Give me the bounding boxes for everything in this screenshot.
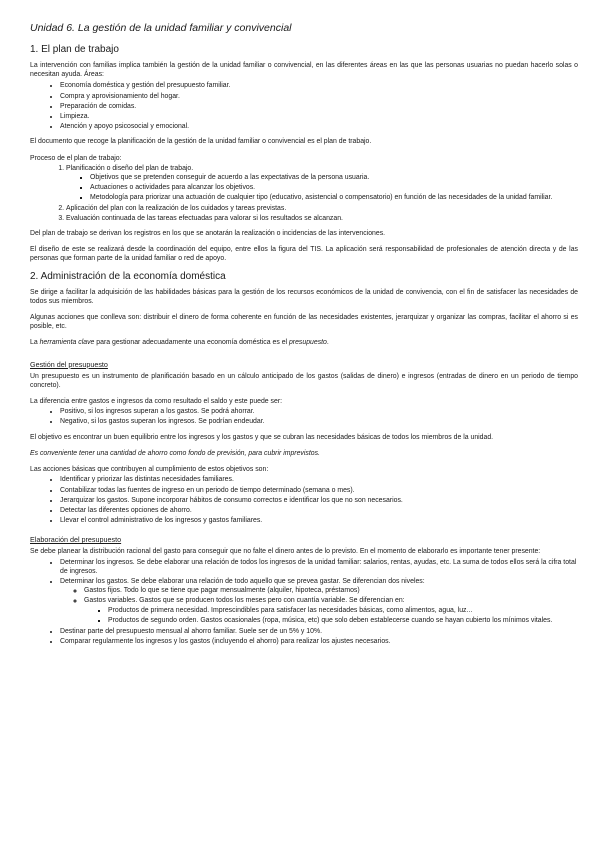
list-item: ▪ Productos de segundo orden. Gastos ocasionales (ropa, música, etc) que solo deben establecerse cuando se hayan cubierto los mínimos vitales. xyxy=(108,616,578,625)
list-item: • Contabilizar todas las fuentes de ingreso en un periodo de tiempo determinado (semana o mes). xyxy=(60,486,578,495)
saldo-list xyxy=(30,407,578,426)
process-step: 3. Evaluación continuada de las tareas efectuadas para valorar si los resultados se alcanzan. xyxy=(66,214,578,223)
list-item: ▪ Metodología para priorizar una actuación de cualquier tipo (educativo, asistencial o compensatorio) en función de las necesidades de la unidad familiar. xyxy=(90,193,578,202)
list-item: • Determinar los ingresos. Se debe elaborar una relación de todos los ingresos de la unidad familiar: salarios, rentas, ayudas, etc. La suma de todos ellos será la cifra total de ingresos. xyxy=(60,558,578,576)
list-item: • Limpieza. xyxy=(60,112,578,121)
paragraph-proceso: Proceso de el plan de trabajo: xyxy=(30,154,122,162)
list-item: • Positivo, si los ingresos superan a los gastos. Se podrá ahorrar. xyxy=(60,407,578,416)
text-span: para gestionar adecuadamente una economía doméstica es el xyxy=(94,339,289,347)
paragraph-ahorro: Es conveniente tener una cantidad de ahorro como fondo de previsión, para cubrir imprevistos. xyxy=(30,449,320,457)
paragraph-acciones-basicas: Las acciones básicas que contribuyen al cumplimiento de estos objetivos son: xyxy=(30,466,269,474)
process-step: 2. Aplicación del plan con la realización de los cuidados y tareas previstas. xyxy=(66,204,578,213)
list-item: • Llevar el control administrativo de los ingresos y gastos familiares. xyxy=(60,516,578,525)
subsection-heading-gestion: Gestión del presupuesto xyxy=(30,359,108,369)
list-item: • Detectar las diferentes opciones de ahorro. xyxy=(60,506,578,515)
paragraph-presupuesto-def: Un presupuesto es un instrumento de planificación basado en un cálculo anticipado de los gastos (salidas de dinero) e ingresos (entradas de dinero en un periodo de tiempo concreto). xyxy=(30,372,578,389)
paragraph-registros: Del plan de trabajo se derivan los registros en los que se anotarán la realización o incidencias de las intervenciones. xyxy=(30,230,386,238)
text-span: . xyxy=(326,339,329,347)
emphasis-herramienta: herramienta clave xyxy=(39,339,95,347)
list-item: • Negativo, si los gastos superan los ingresos. Se podrían endeudar. xyxy=(60,417,578,426)
paragraph-acciones: Algunas acciones que conlleva son: distribuir el dinero de forma coherente en función de las necesidades existentes, jerarquizar y organizar las compras, facilitar el ahorro si es posible, etc. xyxy=(30,314,578,331)
list-item: • Atención y apoyo psicosocial y emocional. xyxy=(60,122,578,131)
paragraph-intro: La intervención con familias implica también la gestión de la unidad familiar o convivencial, en las diferentes áreas en las que las personas usuarias no puedan hacerlo solas o necesitan ayuda. Áreas: xyxy=(30,62,578,79)
list-item-label: Gastos variables. Gastos que se producen todos los meses pero con cuantía variable. Se diferencian en: xyxy=(84,597,405,605)
variables-sublist xyxy=(84,606,578,625)
paragraph-herramienta xyxy=(30,338,578,347)
list-item: • Preparación de comidas. xyxy=(60,102,578,111)
document-title: Unidad 6. La gestión de la unidad familiar y convivencial xyxy=(30,22,292,34)
list-item: ▪ Objetivos que se pretenden conseguir de acuerdo a las expectativas de la persona usuaria. xyxy=(90,173,578,182)
list-item: ◦ Gastos fijos. Todo lo que se tiene que pagar mensualmente (alquiler, hipoteca, préstamos) xyxy=(84,586,578,595)
emphasis-presupuesto: presupuesto xyxy=(288,339,327,347)
list-item xyxy=(84,596,578,625)
list-item: • Compra y aprovisionamiento del hogar. xyxy=(60,92,578,101)
paragraph-saldo: La diferencia entre gastos e ingresos da como resultado el saldo y este puede ser: xyxy=(30,398,283,406)
process-steps-list xyxy=(30,164,578,223)
paragraph-diseno: El diseño de este se realizará desde la coordinación del equipo, entre ellos la figura del TIS. La aplicación será responsabilidad de profesionales de atención directa y de las personas que forman parte de la unidad familiar o red de apoyo. xyxy=(30,246,578,263)
list-item: ▪ Actuaciones o actividades para alcanzar los objetivos. xyxy=(90,183,578,192)
process-step xyxy=(66,164,578,203)
paragraph-documento: El documento que recoge la planificación de la gestión de la unidad familiar o convivencial es el plan de trabajo. xyxy=(30,138,372,146)
gastos-sublist xyxy=(60,586,578,625)
document-page xyxy=(30,22,578,652)
elaboracion-list xyxy=(30,558,578,647)
paragraph-planear: Se debe planear la distribución racional del gasto para conseguir que no falte el dinero antes de lo previsto. En el momento de elaborarlo es importante tener presente: xyxy=(30,548,541,556)
list-item: • Comparar regularmente los ingresos y los gastos (incluyendo el ahorro) para realizar los ajustes necesarios. xyxy=(60,637,578,646)
section-heading-plan-de-trabajo: 1. El plan de trabajo xyxy=(30,44,119,55)
text-span: La xyxy=(30,339,40,347)
section-heading-economia-domestica: 2. Administración de la economía doméstica xyxy=(30,270,226,282)
step1-sublist xyxy=(66,173,578,203)
paragraph-dirige: Se dirige a facilitar la adquisición de las habilidades básicas para la gestión de los recursos económicos de la unidad de convivencia, con el fin de satisfacer las necesidades de todos sus miembros. xyxy=(30,288,578,305)
list-item-label: Determinar los gastos. Se debe elaborar una relación de todo aquello que se prevea gastar. Se diferencian dos niveles: xyxy=(60,577,425,585)
list-item: • Jerarquizar los gastos. Supone incorporar hábitos de consumo correctos e identificar los que no son necesarios. xyxy=(60,496,578,505)
process-step-label: Planificación o diseño del plan de trabajo. xyxy=(66,164,194,172)
list-item: • Identificar y priorizar las distintas necesidades familiares. xyxy=(60,475,578,484)
list-item xyxy=(60,577,578,625)
list-item: ▪ Productos de primera necesidad. Imprescindibles para satisfacer las necesidades básicas, como alimentos, agua, luz... xyxy=(108,606,578,615)
acciones-list xyxy=(30,475,578,525)
areas-list xyxy=(30,81,578,131)
list-item: • Destinar parte del presupuesto mensual al ahorro familiar. Suele ser de un 5% y 10%. xyxy=(60,627,578,636)
subsection-heading-elaboracion: Elaboración del presupuesto xyxy=(30,535,122,545)
list-item: • Economía doméstica y gestión del presupuesto familiar. xyxy=(60,81,578,90)
paragraph-objetivo: El objetivo es encontrar un buen equilibrio entre los ingresos y los gastos y que se cubran las necesidades básicas de todos los miembros de la unidad. xyxy=(30,433,494,441)
